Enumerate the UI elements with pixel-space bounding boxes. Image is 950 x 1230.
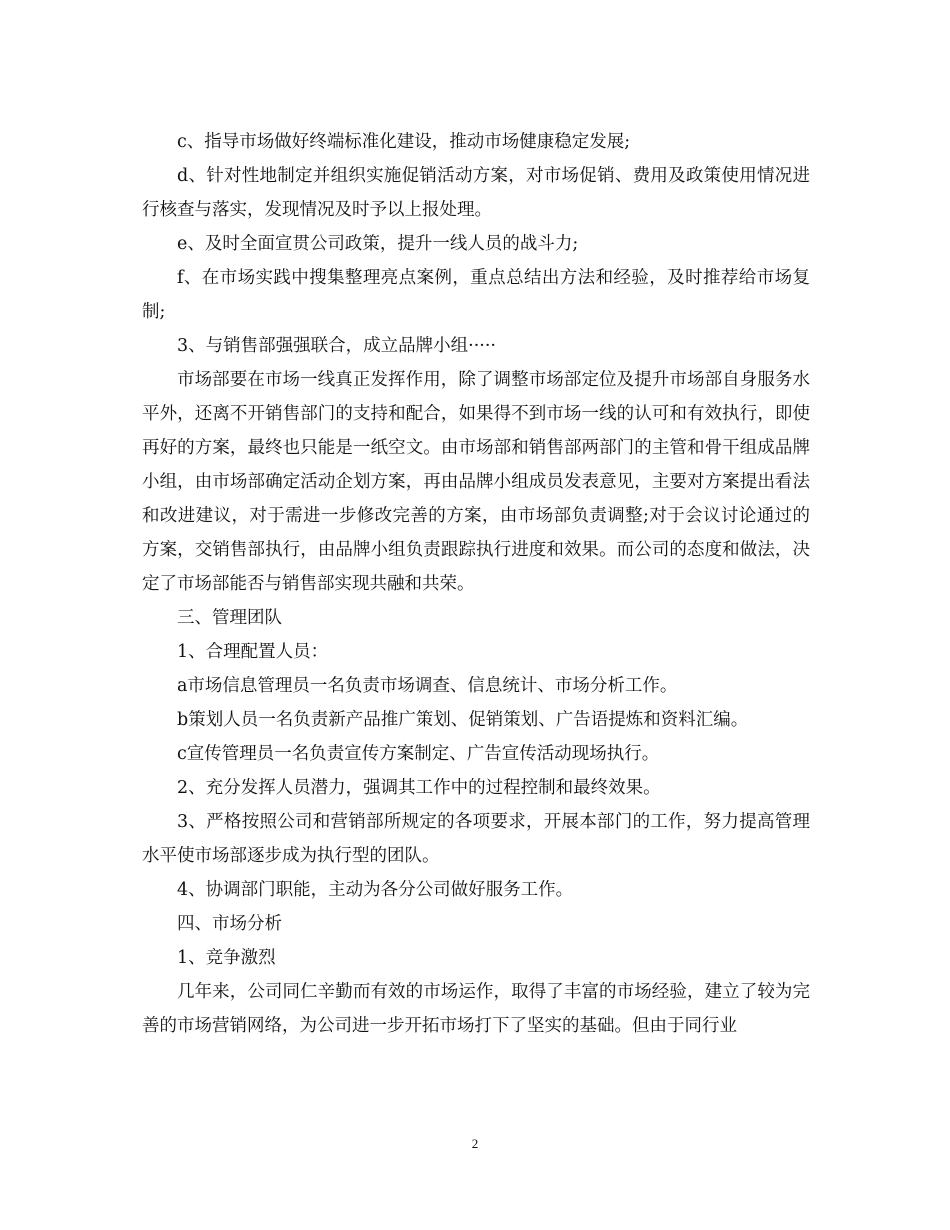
paragraph-item-e: e、及时全面宣贯公司政策，提升一线人员的战斗力;	[177, 234, 579, 254]
page-number: 2	[471, 1136, 479, 1151]
paragraph-heading-brand-group: 3、与销售部强强联合，成立品牌小组·····	[177, 336, 496, 356]
paragraph-staff-b: b策划人员一名负责新产品推广策划、促销策划、广告语提炼和资料汇编。	[177, 710, 749, 730]
section-heading-market-analysis: 四、市场分析	[177, 914, 282, 934]
paragraph-competition-heading: 1、竞争激烈	[177, 948, 276, 968]
paragraph-item-d: d、针对性地制定并组织实施促销活动方案，对市场促销、费用及政策使用情况进行核查与落实，发现情况及时予以上报处理。	[142, 166, 810, 220]
paragraph-item-c: c、指导市场做好终端标准化建设，推动市场健康稳定发展;	[177, 132, 631, 152]
section-heading-team: 三、管理团队	[177, 608, 282, 628]
paragraph-staff-a: a市场信息管理员一名负责市场调查、信息统计、市场分析工作。	[177, 676, 678, 696]
document-body	[142, 125, 810, 1043]
paragraph-coordination: 4、协调部门职能，主动为各分公司做好服务工作。	[177, 880, 574, 900]
paragraph-brand-group-body: 市场部要在市场一线真正发挥作用，除了调整市场部定位及提升市场部自身服务水平外，还离不开销售部门的支持和配合，如果得不到市场一线的认可和有效执行，即使再好的方案，最终也只能是一纸空文。由市场部和销售部两部门的主管和骨干组成品牌小组，由市场部确定活动企划方案，再由品牌小组成员发表意见，主要对方案提出看法和改进建议，对于需进一步修改完善的方案，由市场部负责调整;对于会议讨论通过的方案，交销售部执行，由品牌小组负责跟踪执行进度和效果。而公司的态度和做法，决定了市场部能否与销售部实现共融和共荣。	[142, 370, 810, 594]
paragraph-item-f: f、在市场实践中搜集整理亮点案例，重点总结出方法和经验，及时推荐给市场复制;	[142, 268, 810, 322]
paragraph-staff-c: c宣传管理员一名负责宣传方案制定、广告宣传活动现场执行。	[177, 744, 660, 764]
paragraph-staff-potential: 2、充分发挥人员潜力，强调其工作中的过程控制和最终效果。	[177, 778, 661, 798]
paragraph-staff-allocation: 1、合理配置人员：	[177, 642, 329, 662]
paragraph-competition-body: 几年来，公司同仁辛勤而有效的市场运作，取得了丰富的市场经验，建立了较为完善的市场营销网络，为公司进一步开拓市场打下了坚实的基础。但由于同行业	[142, 982, 810, 1036]
paragraph-strict-requirements: 3、严格按照公司和营销部所规定的各项要求，开展本部门的工作，努力提高管理水平使市场部逐步成为执行型的团队。	[142, 812, 810, 866]
